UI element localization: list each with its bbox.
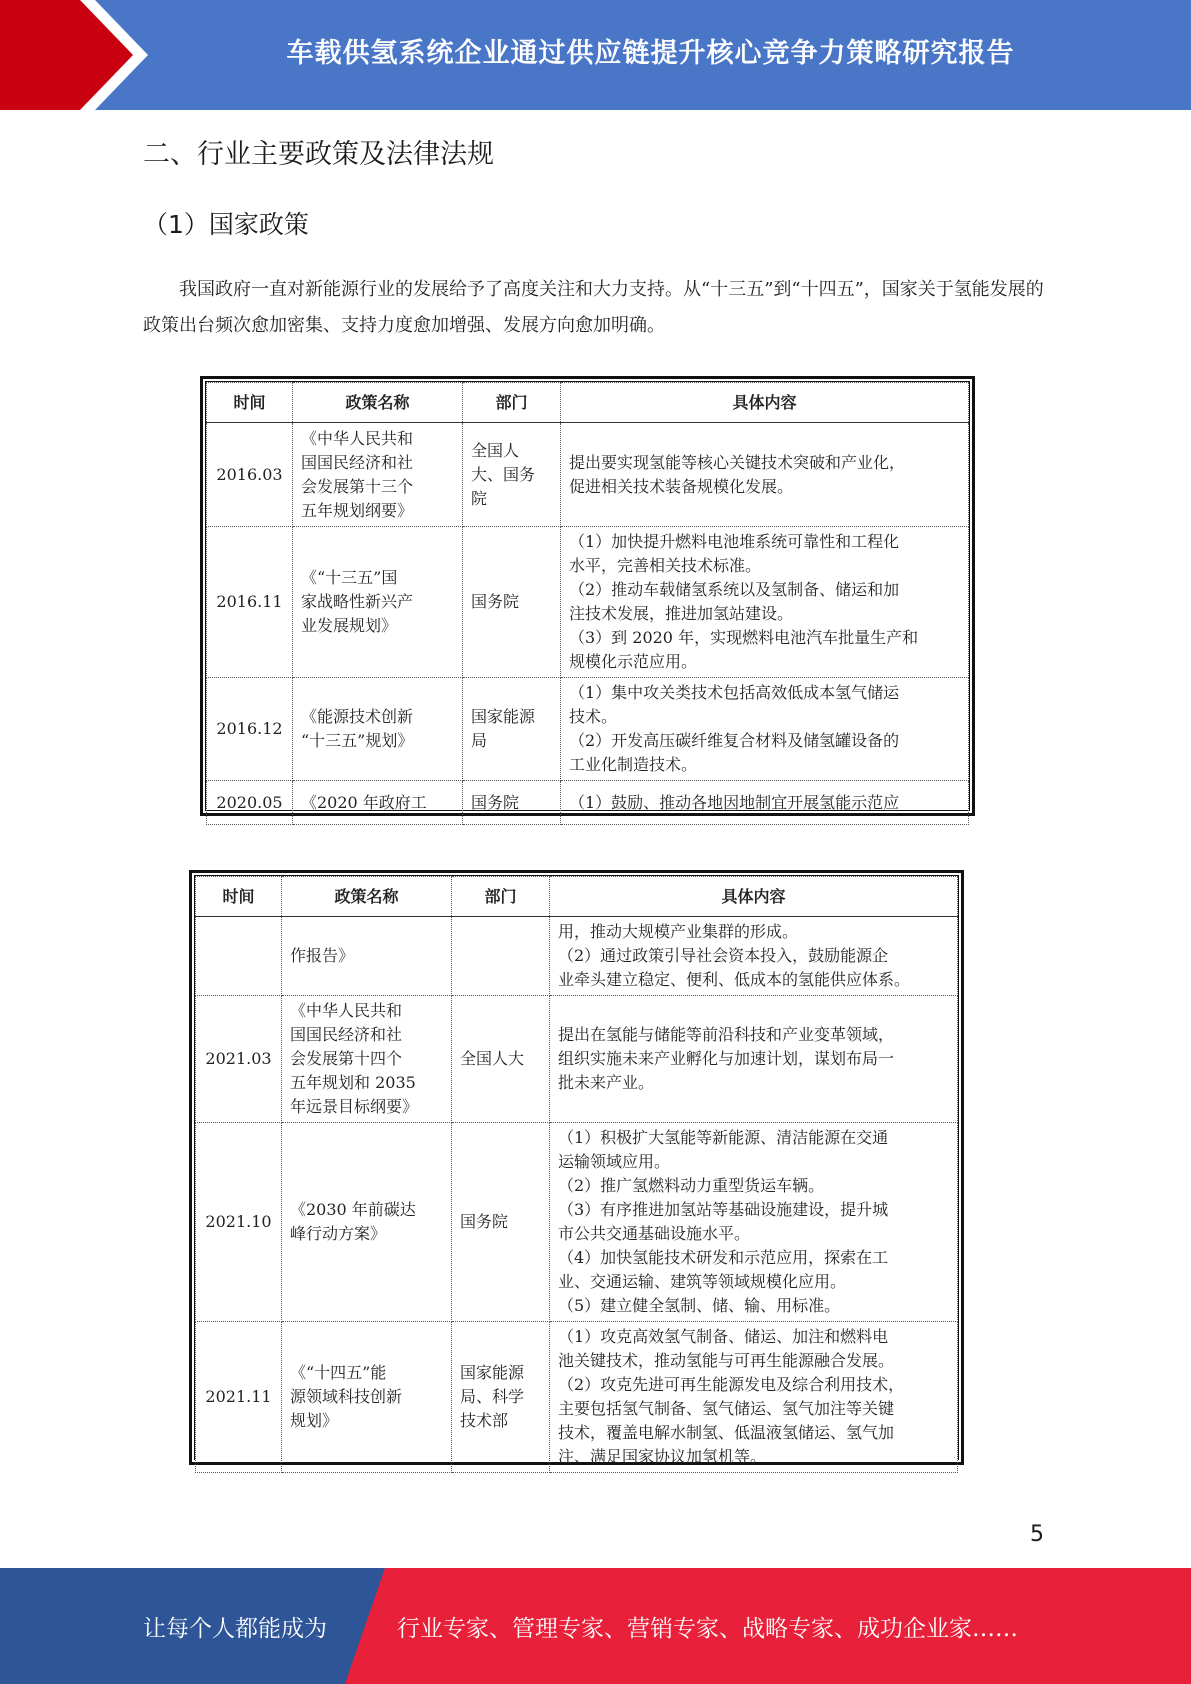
- cell-time: [196, 917, 282, 996]
- cell-policy-name: [282, 1123, 452, 1322]
- header-time: 时间: [196, 877, 282, 917]
- footer-slogan-left: 让每个人都能成为: [143, 1615, 327, 1642]
- cell-policy-name-line: 《2020 年政府工: [301, 792, 427, 812]
- cell-department: [452, 917, 550, 996]
- cell-policy-name-line: 家战略性新兴产: [301, 592, 414, 611]
- header-policy-name: 政策名称: [293, 383, 463, 423]
- cell-policy-name-line: 业发展规划》: [301, 616, 398, 635]
- policy-table-1: [200, 376, 975, 816]
- cell-department-line: 国务院: [460, 1212, 509, 1231]
- header-content: 具体内容: [561, 383, 969, 423]
- cell-content: [550, 917, 958, 996]
- table-row: [196, 1322, 958, 1473]
- cell-policy-name-line: 年远景目标纲要》: [290, 1097, 419, 1116]
- cell-department-line: 国家能源: [471, 707, 536, 726]
- cell-content-line: 主要包括氢气制备、氢气储运、氢气加注等关键: [558, 1399, 895, 1418]
- cell-content-line: 运输领域应用。: [558, 1152, 671, 1171]
- cell-content: [561, 781, 969, 825]
- cell-policy-name-line: 《中华人民共和: [301, 428, 414, 448]
- cell-content-line: （2）通过政策引导社会资本投入，鼓励能源企: [558, 946, 889, 965]
- cell-content-line: 工业化制造技术。: [569, 755, 698, 774]
- cell-policy-name: [293, 781, 463, 825]
- cell-content-line: （2）推广氢燃料动力重型货运车辆。: [558, 1176, 825, 1195]
- cell-content-line: 注、满足国家协议加氢机等。: [558, 1447, 767, 1466]
- cell-policy-name: [282, 917, 452, 996]
- cell-content-line: （3）到 2020 年，实现燃料电池汽车批量生产和: [569, 628, 919, 647]
- header-content: 具体内容: [550, 877, 958, 917]
- cell-policy-name-line: 《中华人民共和: [290, 1001, 403, 1020]
- cell-content-line: （1）鼓励、推动各地因地制宜开展氢能示范应: [569, 792, 900, 812]
- cell-content-line: 批未来产业。: [558, 1073, 655, 1092]
- header-policy-name: 政策名称: [282, 877, 452, 917]
- header-department: 部门: [452, 877, 550, 917]
- cell-department-line: 国家能源: [460, 1363, 525, 1382]
- cell-department: [463, 527, 561, 678]
- cell-department-line: 局: [471, 731, 488, 750]
- cell-time: 2020.05: [207, 781, 293, 825]
- cell-policy-name: [282, 996, 452, 1123]
- cell-policy-name-line: 会发展第十三个: [301, 476, 414, 496]
- header-department: 部门: [463, 383, 561, 423]
- cell-content-line: 业、交通运输、建筑等领域规模化应用。: [558, 1272, 847, 1291]
- cell-content: [550, 1322, 958, 1473]
- cell-content: [561, 527, 969, 678]
- cell-content-line: 用，推动大规模产业集群的形成。: [558, 922, 799, 941]
- cell-department-line: 国务院: [471, 592, 520, 611]
- cell-content-line: （1）加快提升燃料电池堆系统可靠性和工程化: [569, 532, 900, 551]
- cell-department: [463, 781, 561, 825]
- cell-policy-name-line: 五年规划和 2035: [290, 1073, 416, 1092]
- intro-paragraph: 我国政府一直对新能源行业的发展给予了高度关注和大力支持。从“十三五”到“十四五”，国家关于氢能发展的政策出台频次愈加密集、支持力度愈加增强、发展方向愈加明确。: [143, 279, 1044, 336]
- cell-policy-name-line: 五年规划纲要》: [301, 500, 414, 520]
- cell-policy-name-line: 《2030 年前碳达: [290, 1200, 416, 1219]
- table-header-row: [207, 383, 969, 423]
- policy-table-2: [189, 870, 964, 1465]
- cell-department: [452, 1123, 550, 1322]
- cell-policy-name-line: 《能源技术创新: [301, 707, 414, 726]
- cell-content-line: （4）加快氢能技术研发和示范应用，探索在工: [558, 1248, 889, 1267]
- page-header: [0, 0, 1191, 110]
- cell-content-line: （2）攻克先进可再生能源发电及综合利用技术，: [558, 1375, 905, 1394]
- cell-content-line: （1）攻克高效氢气制备、储运、加注和燃料电: [558, 1327, 889, 1346]
- cell-content-line: 提出在氢能与储能等前沿科技和产业变革领域，: [558, 1025, 895, 1044]
- cell-policy-name-line: 作报告》: [290, 946, 355, 965]
- cell-department-line: 院: [471, 488, 488, 508]
- cell-content-line: 业牵头建立稳定、便利、低成本的氢能供应体系。: [558, 970, 911, 989]
- table-row: [207, 527, 969, 678]
- cell-content-line: 注技术发展，推进加氢站建设。: [569, 604, 794, 623]
- cell-content-line: 提出要实现氢能等核心关键技术突破和产业化，: [569, 452, 906, 472]
- cell-department: [463, 678, 561, 781]
- section-title: 二、行业主要政策及法律法规: [143, 139, 494, 170]
- cell-content-line: （1）集中攻关类技术包括高效低成本氢气储运: [569, 683, 900, 702]
- cell-time: 2016.12: [207, 678, 293, 781]
- cell-policy-name-line: “十三五”规划》: [301, 731, 414, 750]
- table-row: [207, 781, 969, 825]
- cell-content-line: （2）推动车载储氢系统以及氢制备、储运和加: [569, 580, 900, 599]
- cell-department-line: 全国人大: [460, 1049, 525, 1068]
- cell-content-line: 水平，完善相关技术标准。: [569, 556, 762, 575]
- cell-content: [550, 996, 958, 1123]
- cell-policy-name-line: 《“十三五”国: [301, 568, 398, 587]
- page-number: 5: [1030, 1522, 1044, 1547]
- table-row: [196, 917, 958, 996]
- cell-content-line: 池关键技术，推动氢能与可再生能源融合发展。: [558, 1351, 895, 1370]
- cell-content-line: （5）建立健全氢制、储、输、用标准。: [558, 1296, 841, 1315]
- cell-content-line: （3）有序推进加氢站等基础设施建设，提升城: [558, 1200, 889, 1219]
- cell-content: [550, 1123, 958, 1322]
- document-title: 车载供氢系统企业通过供应链提升核心竞争力策略研究报告: [286, 37, 1015, 69]
- cell-policy-name: [293, 678, 463, 781]
- cell-content-line: 市公共交通基础设施水平。: [558, 1224, 751, 1243]
- table-row: [196, 1123, 958, 1322]
- cell-content-line: 规模化示范应用。: [569, 652, 698, 671]
- cell-department: [452, 996, 550, 1123]
- footer-slogan-right: 行业专家、管理专家、营销专家、战略专家、成功企业家……: [397, 1615, 1018, 1642]
- cell-department-line: 全国人: [471, 440, 520, 460]
- cell-content-line: （2）开发高压碳纤维复合材料及储氢罐设备的: [569, 731, 900, 750]
- cell-content-line: 技术。: [569, 707, 618, 726]
- page-footer: [0, 1568, 1191, 1684]
- table-row: [207, 678, 969, 781]
- cell-policy-name: [293, 527, 463, 678]
- cell-content: [561, 678, 969, 781]
- cell-policy-name-line: 会发展第十四个: [290, 1049, 403, 1068]
- cell-policy-name-line: 峰行动方案》: [290, 1224, 387, 1243]
- cell-policy-name-line: 源领域科技创新: [290, 1387, 403, 1406]
- cell-time: 2016.11: [207, 527, 293, 678]
- subsection-title: （1）国家政策: [143, 210, 309, 239]
- cell-policy-name-line: 国国民经济和社: [290, 1025, 403, 1044]
- cell-time: 2021.10: [196, 1123, 282, 1322]
- cell-department-line: 国务院: [471, 792, 520, 812]
- cell-policy-name: [293, 423, 463, 527]
- cell-department-line: 大、国务: [471, 464, 536, 484]
- cell-department-line: 技术部: [460, 1411, 509, 1430]
- cell-time: 2016.03: [207, 423, 293, 527]
- cell-department: [463, 423, 561, 527]
- cell-policy-name-line: 《“十四五”能: [290, 1363, 387, 1382]
- cell-content-line: （1）积极扩大氢能等新能源、清洁能源在交通: [558, 1128, 889, 1147]
- cell-department: [452, 1322, 550, 1473]
- cell-policy-name: [282, 1322, 452, 1473]
- cell-content-line: 促进相关技术装备规模化发展。: [569, 476, 794, 496]
- cell-content-line: 组织实施未来产业孵化与加速计划，谋划布局一: [558, 1049, 895, 1068]
- cell-time: 2021.03: [196, 996, 282, 1123]
- cell-time: 2021.11: [196, 1322, 282, 1473]
- cell-policy-name-line: 规划》: [290, 1411, 339, 1430]
- table-row: [196, 996, 958, 1123]
- table-row: [207, 423, 969, 527]
- cell-content: [561, 423, 969, 527]
- cell-department-line: 局、科学: [460, 1387, 525, 1406]
- header-time: 时间: [207, 383, 293, 423]
- table-header-row: [196, 877, 958, 917]
- cell-content-line: 技术，覆盖电解水制氢、低温液氢储运、氢气加: [558, 1423, 895, 1442]
- cell-policy-name-line: 国国民经济和社: [301, 452, 414, 472]
